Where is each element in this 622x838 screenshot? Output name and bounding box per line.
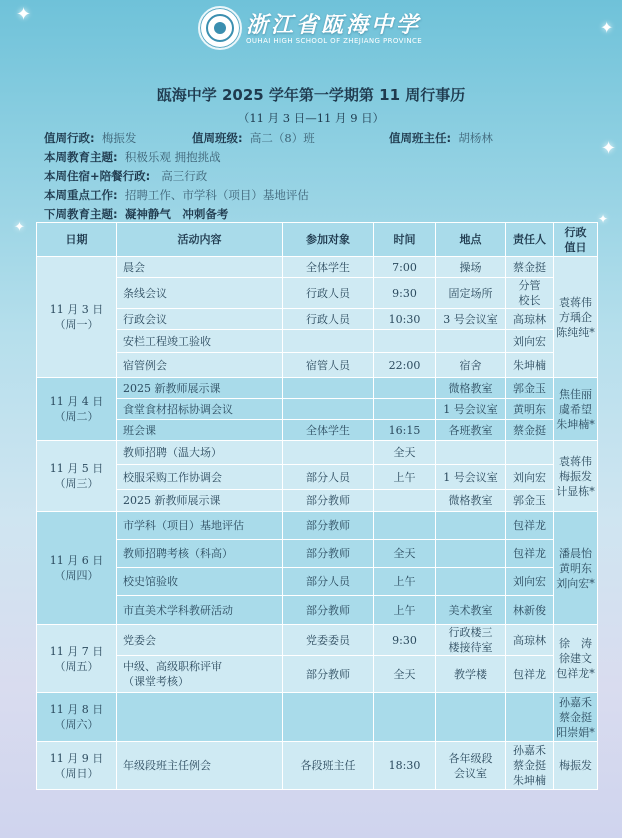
column-header-participants: 参加对象 <box>283 223 374 257</box>
table-row <box>37 625 598 656</box>
table-header-row <box>37 223 598 257</box>
activity-cell: 班会课 <box>117 420 283 441</box>
person-cell: 刘向宏 <box>506 330 554 353</box>
person-cell <box>506 693 554 742</box>
table-row <box>37 540 598 568</box>
activity-cell: 行政会议 <box>117 309 283 330</box>
time-cell: 10:30 <box>374 309 436 330</box>
person-cell: 蔡金挺 <box>506 420 554 441</box>
person-cell: 刘向宏 <box>506 465 554 490</box>
table-row <box>37 309 598 330</box>
table-row <box>37 742 598 790</box>
activity-cell: 教师招聘考核（科高） <box>117 540 283 568</box>
dorm-admin <box>44 168 207 184</box>
duty-admin-value: 梅振发 <box>101 131 137 145</box>
school-emblem-icon <box>198 6 242 50</box>
time-cell: 9:30 <box>374 625 436 656</box>
activity-cell: 党委会 <box>117 625 283 656</box>
sparkle-star-icon: ✦ <box>601 138 617 159</box>
place-cell <box>436 568 506 596</box>
activity-cell: 校史馆验收 <box>117 568 283 596</box>
duty-class-value: 高二（8）班 <box>249 131 315 145</box>
next-theme-label: 下周教育主题: <box>44 207 118 221</box>
time-cell: 18:30 <box>374 742 436 790</box>
activity-cell: 2025 新教师展示课 <box>117 378 283 399</box>
edu-theme <box>44 149 221 165</box>
time-cell: 上午 <box>374 596 436 625</box>
person-cell: 郭金玉 <box>506 490 554 512</box>
column-header-duty: 行政 值日 <box>554 223 598 257</box>
place-cell <box>436 441 506 465</box>
participants-cell: 部分教师 <box>283 512 374 540</box>
place-cell: 宿舍 <box>436 353 506 378</box>
date-cell <box>37 512 117 625</box>
key-work <box>44 187 309 203</box>
participants-cell: 行政人员 <box>283 278 374 309</box>
date-cell <box>37 257 117 378</box>
place-cell: 教学楼 <box>436 656 506 693</box>
person-cell: 蔡金挺 <box>506 257 554 278</box>
column-header-date: 日期 <box>37 223 117 257</box>
person-cell: 朱坤楠 <box>506 353 554 378</box>
participants-cell: 部分教师 <box>283 540 374 568</box>
table-row <box>37 512 598 540</box>
sparkle-star-icon: ✦ <box>14 220 25 235</box>
weekday-text: （周三） <box>54 477 99 490</box>
activity-cell: 条线会议 <box>117 278 283 309</box>
participants-cell <box>283 378 374 399</box>
duty-admin-cell: 潘晨怡 黄明东 刘向宏* <box>554 512 598 625</box>
participants-cell: 党委委员 <box>283 625 374 656</box>
person-cell: 高琼林 <box>506 625 554 656</box>
table-row <box>37 330 598 353</box>
place-cell: 3 号会议室 <box>436 309 506 330</box>
column-header-person: 责任人 <box>506 223 554 257</box>
participants-cell: 各段班主任 <box>283 742 374 790</box>
next-theme <box>44 206 228 222</box>
participants-cell: 部分教师 <box>283 656 374 693</box>
date-text: 11 月 8 日 <box>49 703 104 716</box>
participants-cell <box>283 330 374 353</box>
duty-class <box>192 130 315 146</box>
duty-admin-cell: 袁蒋伟 方瑀企 陈纯纯* <box>554 257 598 378</box>
time-cell: 上午 <box>374 465 436 490</box>
place-cell <box>436 540 506 568</box>
person-cell <box>506 441 554 465</box>
time-cell <box>374 490 436 512</box>
activity-cell: 安栏工程竣工验收 <box>117 330 283 353</box>
duty-admin-cell: 袁蒋伟 梅振发 计显栋* <box>554 441 598 512</box>
duty-class-label: 值周班级: <box>192 131 243 145</box>
date-cell <box>37 378 117 441</box>
person-cell: 黄明东 <box>506 399 554 420</box>
duty-admin-label: 值周行政: <box>44 131 95 145</box>
edu-theme-value: 积极乐观 拥抱挑战 <box>124 150 221 164</box>
table-row <box>37 420 598 441</box>
activity-cell: 晨会 <box>117 257 283 278</box>
weekday-text: （周六） <box>54 718 99 731</box>
date-range: （11 月 3 日—11 月 9 日） <box>237 111 385 125</box>
duty-admin-cell: 梅振发 <box>554 742 598 790</box>
person-cell: 郭金玉 <box>506 378 554 399</box>
participants-cell: 宿管人员 <box>283 353 374 378</box>
participants-cell <box>283 693 374 742</box>
date-cell <box>37 625 117 693</box>
table-row <box>37 353 598 378</box>
date-text: 11 月 3 日 <box>49 303 104 316</box>
sparkle-star-icon: ✦ <box>346 343 355 354</box>
table-row <box>37 378 598 399</box>
table-row <box>37 257 598 278</box>
time-cell: 全天 <box>374 441 436 465</box>
participants-cell: 部分人员 <box>283 568 374 596</box>
date-text: 11 月 4 日 <box>49 395 104 408</box>
time-cell <box>374 399 436 420</box>
participants-cell <box>283 399 374 420</box>
place-cell: 各年级段 会议室 <box>436 742 506 790</box>
school-name-en: OUHAI HIGH SCHOOL OF ZHEJIANG PROVINCE <box>246 37 423 45</box>
table-row <box>37 693 598 742</box>
table-row <box>37 596 598 625</box>
place-cell: 固定场所 <box>436 278 506 309</box>
weekday-text: （周日） <box>54 766 99 780</box>
column-header-place: 地点 <box>436 223 506 257</box>
time-cell: 9:30 <box>374 278 436 309</box>
activity-cell: 宿管例会 <box>117 353 283 378</box>
person-cell: 孙嘉禾 蔡金挺 朱坤楠 <box>506 742 554 790</box>
key-work-value: 招聘工作、市学科（项目）基地评估 <box>124 188 309 202</box>
table-row <box>37 399 598 420</box>
table-row <box>37 465 598 490</box>
weekday-text: （周五） <box>54 659 99 673</box>
participants-cell: 全体学生 <box>283 420 374 441</box>
place-cell <box>436 693 506 742</box>
person-cell: 高琼林 <box>506 309 554 330</box>
place-cell: 1 号会议室 <box>436 399 506 420</box>
sparkle-star-icon: ✦ <box>600 18 614 37</box>
dorm-admin-value: 高三行政 <box>161 169 208 183</box>
duty-admin-cell: 焦佳丽 虞希望 朱坤楠* <box>554 378 598 441</box>
activity-cell: 校服采购工作协调会 <box>117 465 283 490</box>
weekly-schedule-table <box>36 222 598 790</box>
dorm-admin-label: 本周住宿+陪餐行政: <box>44 169 151 183</box>
time-cell: 7:00 <box>374 257 436 278</box>
next-theme-value: 凝神静气 冲刺备考 <box>124 207 229 221</box>
date-cell <box>37 742 117 790</box>
weekday-text: （周一） <box>54 318 99 331</box>
place-cell: 微格教室 <box>436 378 506 399</box>
table-row <box>37 441 598 465</box>
activity-cell: 市直美术学科教研活动 <box>117 596 283 625</box>
participants-cell <box>283 441 374 465</box>
page-title: 瓯海中学 2025 学年第一学期第 11 周行事历 <box>156 86 466 104</box>
duty-head-value: 胡杨林 <box>458 131 493 145</box>
place-cell: 各班教室 <box>436 420 506 441</box>
time-cell: 全天 <box>374 540 436 568</box>
person-cell: 分管 校长 <box>506 278 554 309</box>
time-cell: 22:00 <box>374 353 436 378</box>
time-cell: 全天 <box>374 656 436 693</box>
weekday-text: （周四） <box>54 569 99 582</box>
sparkle-star-icon: ✦ <box>598 212 609 226</box>
date-cell <box>37 441 117 512</box>
table-row <box>37 490 598 512</box>
duty-head-label: 值周班主任: <box>389 131 452 145</box>
person-cell: 包祥龙 <box>506 512 554 540</box>
duty-head <box>389 130 493 146</box>
duty-admin <box>44 130 136 146</box>
edu-theme-label: 本周教育主题: <box>44 150 118 164</box>
school-name-cn: 浙江省瓯海中学 <box>246 13 422 38</box>
time-cell <box>374 378 436 399</box>
place-cell: 美术教室 <box>436 596 506 625</box>
person-cell: 包祥龙 <box>506 540 554 568</box>
date-text: 11 月 7 日 <box>49 644 104 658</box>
date-cell <box>37 693 117 742</box>
date-text: 11 月 9 日 <box>49 751 104 765</box>
activity-cell <box>117 693 283 742</box>
table-row <box>37 278 598 309</box>
participants-cell: 行政人员 <box>283 309 374 330</box>
time-cell: 16:15 <box>374 420 436 441</box>
place-cell: 1 号会议室 <box>436 465 506 490</box>
activity-cell: 市学科（项目）基地评估 <box>117 512 283 540</box>
time-cell <box>374 693 436 742</box>
participants-cell: 部分教师 <box>283 490 374 512</box>
column-header-activity: 活动内容 <box>117 223 283 257</box>
activity-cell: 中级、高级职称评审 （课堂考核） <box>117 656 283 693</box>
place-cell: 行政楼三 楼接待室 <box>436 625 506 656</box>
participants-cell: 全体学生 <box>283 257 374 278</box>
activity-cell: 教师招聘（温大场） <box>117 441 283 465</box>
table-row <box>37 656 598 693</box>
time-cell <box>374 512 436 540</box>
table-row <box>37 568 598 596</box>
activity-cell: 食堂食材招标协调会议 <box>117 399 283 420</box>
key-work-label: 本周重点工作: <box>44 188 118 202</box>
weekday-text: （周二） <box>54 410 99 423</box>
place-cell: 操场 <box>436 257 506 278</box>
place-cell: 微格教室 <box>436 490 506 512</box>
date-text: 11 月 5 日 <box>49 462 104 475</box>
duty-admin-cell: 孙嘉禾 蔡金挺 阳崇娟* <box>554 693 598 742</box>
person-cell: 包祥龙 <box>506 656 554 693</box>
participants-cell: 部分教师 <box>283 596 374 625</box>
activity-cell: 2025 新教师展示课 <box>117 490 283 512</box>
date-text: 11 月 6 日 <box>49 554 104 567</box>
place-cell <box>436 330 506 353</box>
person-cell: 林新俊 <box>506 596 554 625</box>
time-cell <box>374 330 436 353</box>
person-cell: 刘向宏 <box>506 568 554 596</box>
participants-cell: 部分人员 <box>283 465 374 490</box>
time-cell: 上午 <box>374 568 436 596</box>
sparkle-star-icon: ✦ <box>16 4 32 25</box>
place-cell <box>436 512 506 540</box>
column-header-time: 时间 <box>374 223 436 257</box>
activity-cell: 年级段班主任例会 <box>117 742 283 790</box>
duty-admin-cell: 徐 涛 徐建文 包祥龙* <box>554 625 598 693</box>
